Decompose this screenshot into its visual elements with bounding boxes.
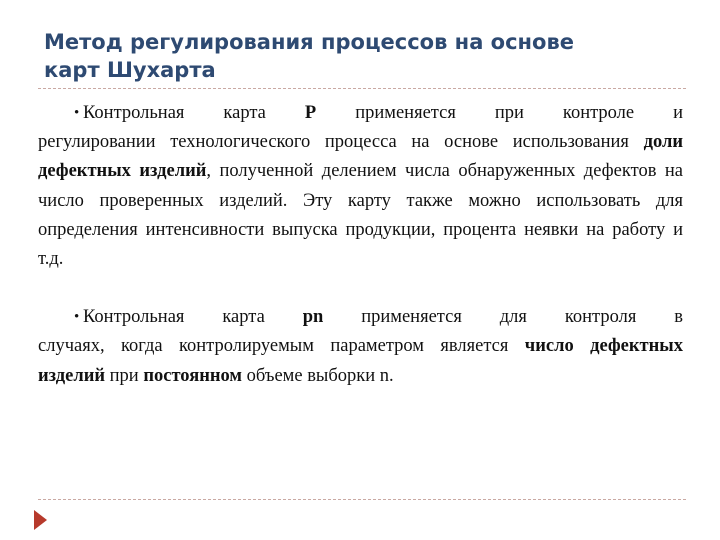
bullet-first-line [38, 99, 683, 128]
bullet-emphasis: pn [302, 307, 324, 328]
bullet-marker: • [74, 309, 80, 326]
bullet-emphasis: доли дефектных изделий [38, 132, 683, 182]
bullet-first-line [38, 303, 683, 332]
bullet-emphasis: Р [304, 103, 317, 123]
bullet-emphasis: постоянном [143, 365, 243, 386]
top-divider [38, 88, 686, 89]
bottom-divider [38, 499, 686, 500]
bullet-text: применяется при контроле и [316, 103, 684, 123]
bullet-text: объеме выборки n. [242, 365, 394, 386]
bullet-item [38, 303, 683, 391]
bullet-emphasis: число дефектных изделий [38, 336, 683, 386]
slide-title [44, 28, 684, 84]
slide-body [38, 99, 683, 391]
bullet-text: , полученной делением числа обнаруженных дефектов на число проверенных изделий. Эту карту также можно использовать для определения интенсивности выпуска продукции, процента неявки на работу и т.д. [38, 161, 683, 270]
bullet-item [38, 99, 683, 274]
slide-title-line-2: карт Шухарта [44, 58, 216, 82]
slide-title-line-1: Метод регулирования процессов на основе [44, 30, 575, 54]
bullet-text: при [105, 365, 144, 386]
bullet-text: случаях, когда контролируемым параметром является [38, 336, 525, 357]
bullet-text: Контрольная карта [83, 307, 303, 328]
bullet-text: Контрольная карта [83, 103, 305, 123]
bullet-marker: • [74, 105, 80, 121]
bullet-text: регулировании технологического процесса на основе использования [38, 132, 644, 153]
corner-triangle-icon [34, 510, 47, 530]
bullet-text: применяется для контроля в [323, 307, 683, 328]
